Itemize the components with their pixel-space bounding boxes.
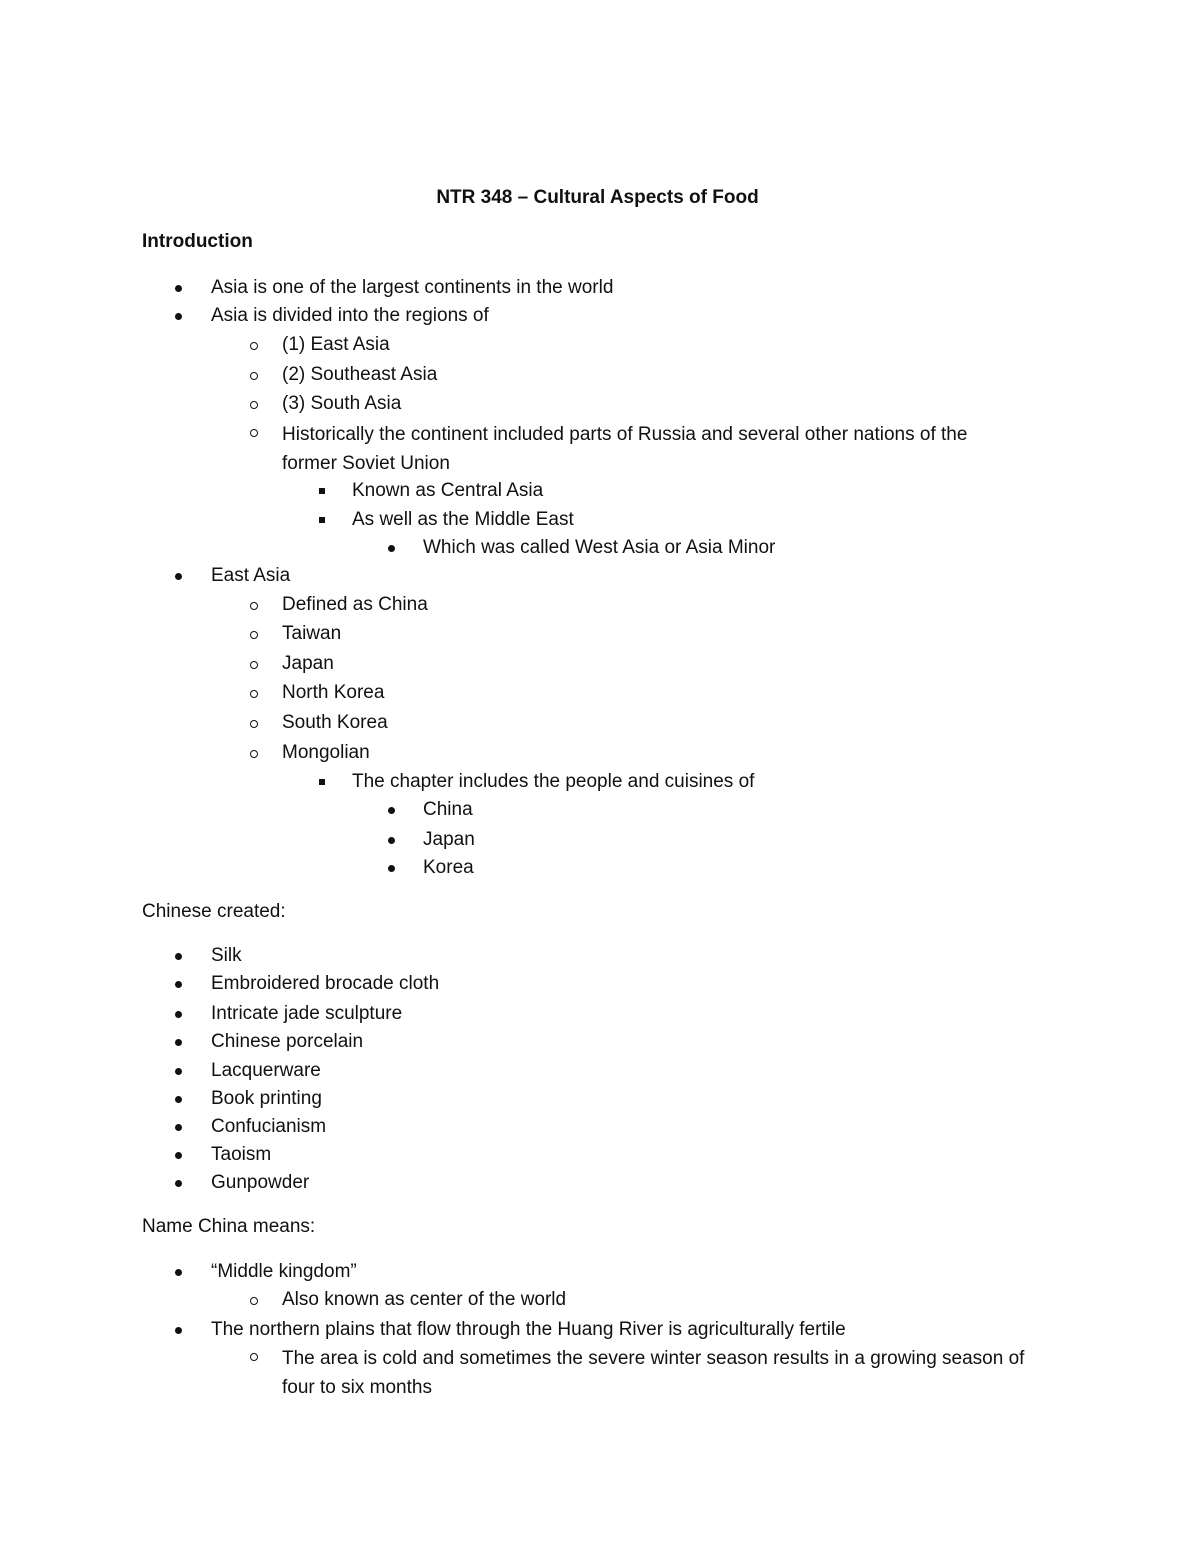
bullet-square-icon [319,779,325,785]
list-item: Lacquerware [211,1059,321,1083]
bullet-disc-icon [175,1039,182,1046]
list-item: Japan [423,828,475,852]
bullet-disc-icon [388,865,395,872]
list-item: Book printing [211,1087,322,1111]
list-item: North Korea [282,681,384,705]
list-item: Confucianism [211,1115,326,1139]
list-item: Asia is divided into the regions of [211,304,489,328]
list-item: Known as Central Asia [352,479,543,503]
list-item: Chinese porcelain [211,1030,363,1054]
list-item: Korea [423,856,474,880]
list-item: Defined as China [282,593,428,617]
section-heading-chinese-created: Chinese created: [142,901,286,922]
list-item: Also known as center of the world [282,1288,566,1312]
bullet-disc-icon [388,837,395,844]
list-item: Mongolian [282,741,370,765]
bullet-disc-icon [175,1124,182,1131]
bullet-circle-icon [250,631,258,639]
bullet-circle-icon [250,1297,258,1305]
list-item: Taoism [211,1143,271,1167]
list-item: “Middle kingdom” [211,1260,357,1284]
document-title: NTR 348 – Cultural Aspects of Food [436,187,759,208]
list-item: Historically the continent included parts of Russia and several other nations of the former Soviet Union [282,420,1022,478]
bullet-disc-icon [175,1327,182,1334]
list-item: Intricate jade sculpture [211,1002,402,1026]
list-item: (2) Southeast Asia [282,363,437,387]
bullet-disc-icon [175,1096,182,1103]
bullet-circle-icon [250,401,258,409]
list-item: South Korea [282,711,388,735]
bullet-disc-icon [388,545,395,552]
list-item: As well as the Middle East [352,508,574,532]
list-item: The area is cold and sometimes the severe winter season results in a growing season of four to six months [282,1344,1057,1402]
list-item: The northern plains that flow through the Huang River is agriculturally fertile [211,1318,846,1342]
list-item: Silk [211,944,242,968]
bullet-circle-icon [250,429,258,437]
bullet-circle-icon [250,750,258,758]
list-item: The chapter includes the people and cuisines of [352,770,754,794]
bullet-circle-icon [250,372,258,380]
list-item: (1) East Asia [282,333,390,357]
bullet-disc-icon [175,1152,182,1159]
bullet-square-icon [319,488,325,494]
list-item: Taiwan [282,622,341,646]
section-heading-introduction: Introduction [142,231,253,252]
list-item: Japan [282,652,334,676]
bullet-disc-icon [175,1068,182,1075]
list-item: Embroidered brocade cloth [211,972,439,996]
bullet-disc-icon [175,1180,182,1187]
bullet-disc-icon [175,981,182,988]
bullet-circle-icon [250,661,258,669]
bullet-circle-icon [250,602,258,610]
bullet-disc-icon [175,573,182,580]
bullet-disc-icon [175,1011,182,1018]
list-item: East Asia [211,564,290,588]
bullet-circle-icon [250,690,258,698]
list-item: (3) South Asia [282,392,401,416]
bullet-circle-icon [250,720,258,728]
section-heading-name-china-means: Name China means: [142,1216,316,1237]
bullet-disc-icon [388,807,395,814]
bullet-disc-icon [175,953,182,960]
list-item: Gunpowder [211,1171,309,1195]
list-item: Asia is one of the largest continents in the world [211,276,613,300]
bullet-disc-icon [175,285,182,292]
bullet-disc-icon [175,1269,182,1276]
bullet-square-icon [319,517,325,523]
bullet-disc-icon [175,313,182,320]
bullet-circle-icon [250,1353,258,1361]
bullet-circle-icon [250,342,258,350]
list-item: Which was called West Asia or Asia Minor [423,536,775,560]
list-item: China [423,798,473,822]
